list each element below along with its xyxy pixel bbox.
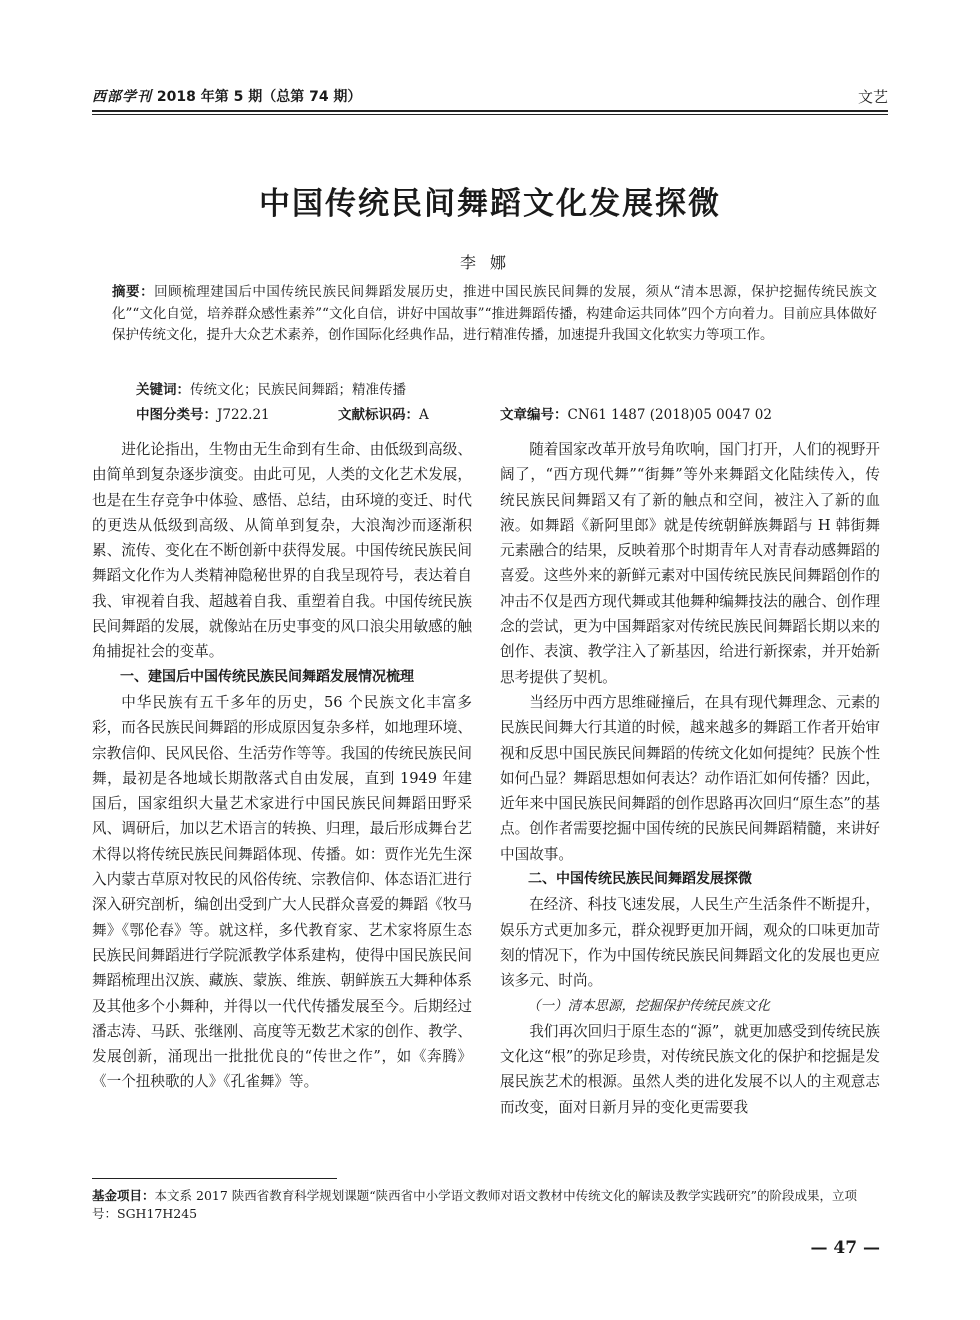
article-author: 李娜 [459, 253, 520, 272]
issue-info: 2018 年第 5 期（总第 74 期） [156, 89, 362, 105]
doc-label: 文献标识码： [338, 407, 419, 423]
page-number: — 47 — [810, 1238, 880, 1258]
document-code [338, 403, 429, 423]
clc-label: 中图分类号： [136, 407, 217, 423]
footnote [92, 1187, 882, 1223]
section-heading: 一、建国后中国传统民族民间舞蹈发展情况梳理 [120, 668, 414, 685]
paragraph: 随着国家改革开放号角吹响，国门打开，人们的视野开阔了，“西方现代舞”“街舞”等外来舞蹈文化陆续传入，传统民族民间舞蹈又有了新的触点和空间，被注入了新的血液。如舞蹈《新阿里郎》就是传统朝鲜族舞蹈与 H 韩街舞元素融合的结果，反映着那个时期青年人对青春动感舞蹈的喜爱。这些外来的新鲜元素对中国传统民族民间舞蹈创作的冲击不仅是西方现代舞或其他舞种编舞技法的融合、创作理念的尝试，更为中国舞蹈家对传统民族民间舞蹈长期以来的创作、表演、教学注入了新基因，给进行新探索，并开始新思考提供了契机。 [500, 441, 880, 686]
header-rule [92, 110, 888, 112]
section-label: 文艺 [857, 88, 888, 106]
article-number-label: 文章编号： [500, 407, 568, 423]
footnote-rule [92, 1178, 337, 1179]
subsection-heading: （一）清本思源，挖掘保护传统民族文化 [527, 997, 770, 1014]
running-header [92, 86, 888, 112]
paragraph: 进化论指出，生物由无生命到有生命、由低级到高级、由简单到复杂逐步演变。由此可见，人类的文化艺术发展，也是在生存竞争中体验、感悟、总结，由环境的变迁、时代的更迭从低级到高级、从简单到复杂，大浪淘沙而逐渐积累、流传、变化在不断创新中获得发展。中国传统民族民间舞蹈文化作为人类精神隐秘世界的自我呈现符号，表达着自我、审视着自我、超越着自我、重塑着自我。中国传统民族民间舞蹈的发展，就像站在历史事变的风口浪尖用敏感的触角捕捉社会的变革。 [92, 441, 472, 661]
article-title: 中国传统民间舞蹈文化发展探微 [259, 186, 721, 222]
abstract-text: 回顾梳理建国后中国传统民族民间舞蹈发展历史，推进中国民族民间舞的发展，须从“清本思源，保护挖掘传统民族文化”“文化自觉，培养群众感性素养”“文化自信，讲好中国故事”“推进舞蹈传播，构建命运共同体”四个方向着力。目前应具体做好保护传统文化，提升大众艺术素养，创作国际化经典作品，进行精准传播，加速提升我国文化软实力等项工作。 [112, 284, 878, 343]
abstract-label: 摘要： [112, 284, 155, 300]
body-column-left [92, 437, 472, 1095]
journal-name: 西部学刊 [92, 89, 152, 105]
article-number-value: CN61 1487 (2018)05 0047 02 [567, 407, 772, 423]
footnote-text: 本文系 2017 陕西省教育科学规划课题“陕西省中小学语文教师对语文教材中传统文化的解读及教学实践研究”的阶段成果，立项号：SGH17H245 [92, 1188, 858, 1221]
paragraph: 在经济、科技飞速发展，人民生产生活条件不断提升，娱乐方式更加多元，群众视野更加开阔，观众的口味更加苛刻的情况下，作为中国传统民族民间舞蹈文化的发展也更应该多元、时尚。 [500, 896, 880, 990]
clc-value: J722.21 [217, 407, 270, 423]
doc-value: A [419, 407, 429, 423]
keywords-text: 传统文化；民族民间舞蹈；精准传播 [190, 382, 406, 398]
keywords [136, 378, 876, 398]
paragraph: 我们再次回归于原生态的“源”，就更加感受到传统民族文化这“根”的弥足珍贵，对传统民族文化的保护和挖掘是发展民族艺术的根源。虽然人类的进化发展不以人的主观意志而改变，面对日新月异的变化更需要我 [500, 1022, 880, 1116]
section-heading: 二、中国传统民族民间舞蹈发展探微 [528, 871, 752, 888]
keywords-label: 关键词： [136, 382, 190, 398]
abstract [112, 282, 877, 347]
paragraph: 当经历中西方思维碰撞后，在具有现代舞理念、元素的民族民间舞大行其道的时候，越来越多的舞蹈工作者开始审视和反思中国民族民间舞蹈的传统文化如何提纯？民族个性如何凸显？舞蹈思想如何表达？动作语汇如何传播？因此，近年来中国民族民间舞蹈的创作思路再次回归“原生态”的基点。创作者需要挖掘中国传统的民族民间舞蹈精髓，来讲好中国故事。 [500, 693, 880, 863]
journal-issue [92, 86, 361, 106]
article-number [500, 403, 772, 423]
paragraph: 中华民族有五千多年的历史，56 个民族文化丰富多彩，而各民族民间舞蹈的形成原因复杂多样，如地理环境、宗教信仰、民风民俗、生活劳作等等。我国的传统民族民间舞，最初是各地域长期散落式自由发展，直到 1949 年建国后，国家组织大量艺术家进行中国民族民间舞蹈田野采风、调研后，加以艺术语言的转换、归理，最后形成舞台艺术得以将传统民族民间舞蹈体现、传播。如：贾作光先生深入内蒙古草原对牧民的风俗传统、宗教信仰、体态语汇进行深入研究剖析，编创出受到广大人民群众喜爱的舞蹈《牧马舞》《鄂伦春》等。就这样，多代教育家、艺术家将原生态民族民间舞蹈进行学院派教学体系建构，使得中国民族民间舞蹈梳理出汉族、藏族、蒙族、维族、朝鲜族五大舞种体系及其他多个小舞种，并得以一代代传播发展至今。后期经过潘志涛、马跃、张继刚、高度等无数艺术家的创作、教学、发展创新，涌现出一批批优良的“传世之作”，如《奔腾》《一个扭秧歌的人》《孔雀舞》等。 [92, 693, 472, 1091]
body-column-right [500, 437, 880, 1120]
header-rule-thin [92, 114, 888, 115]
footnote-label: 基金项目： [92, 1188, 155, 1203]
clc-number [136, 403, 270, 423]
